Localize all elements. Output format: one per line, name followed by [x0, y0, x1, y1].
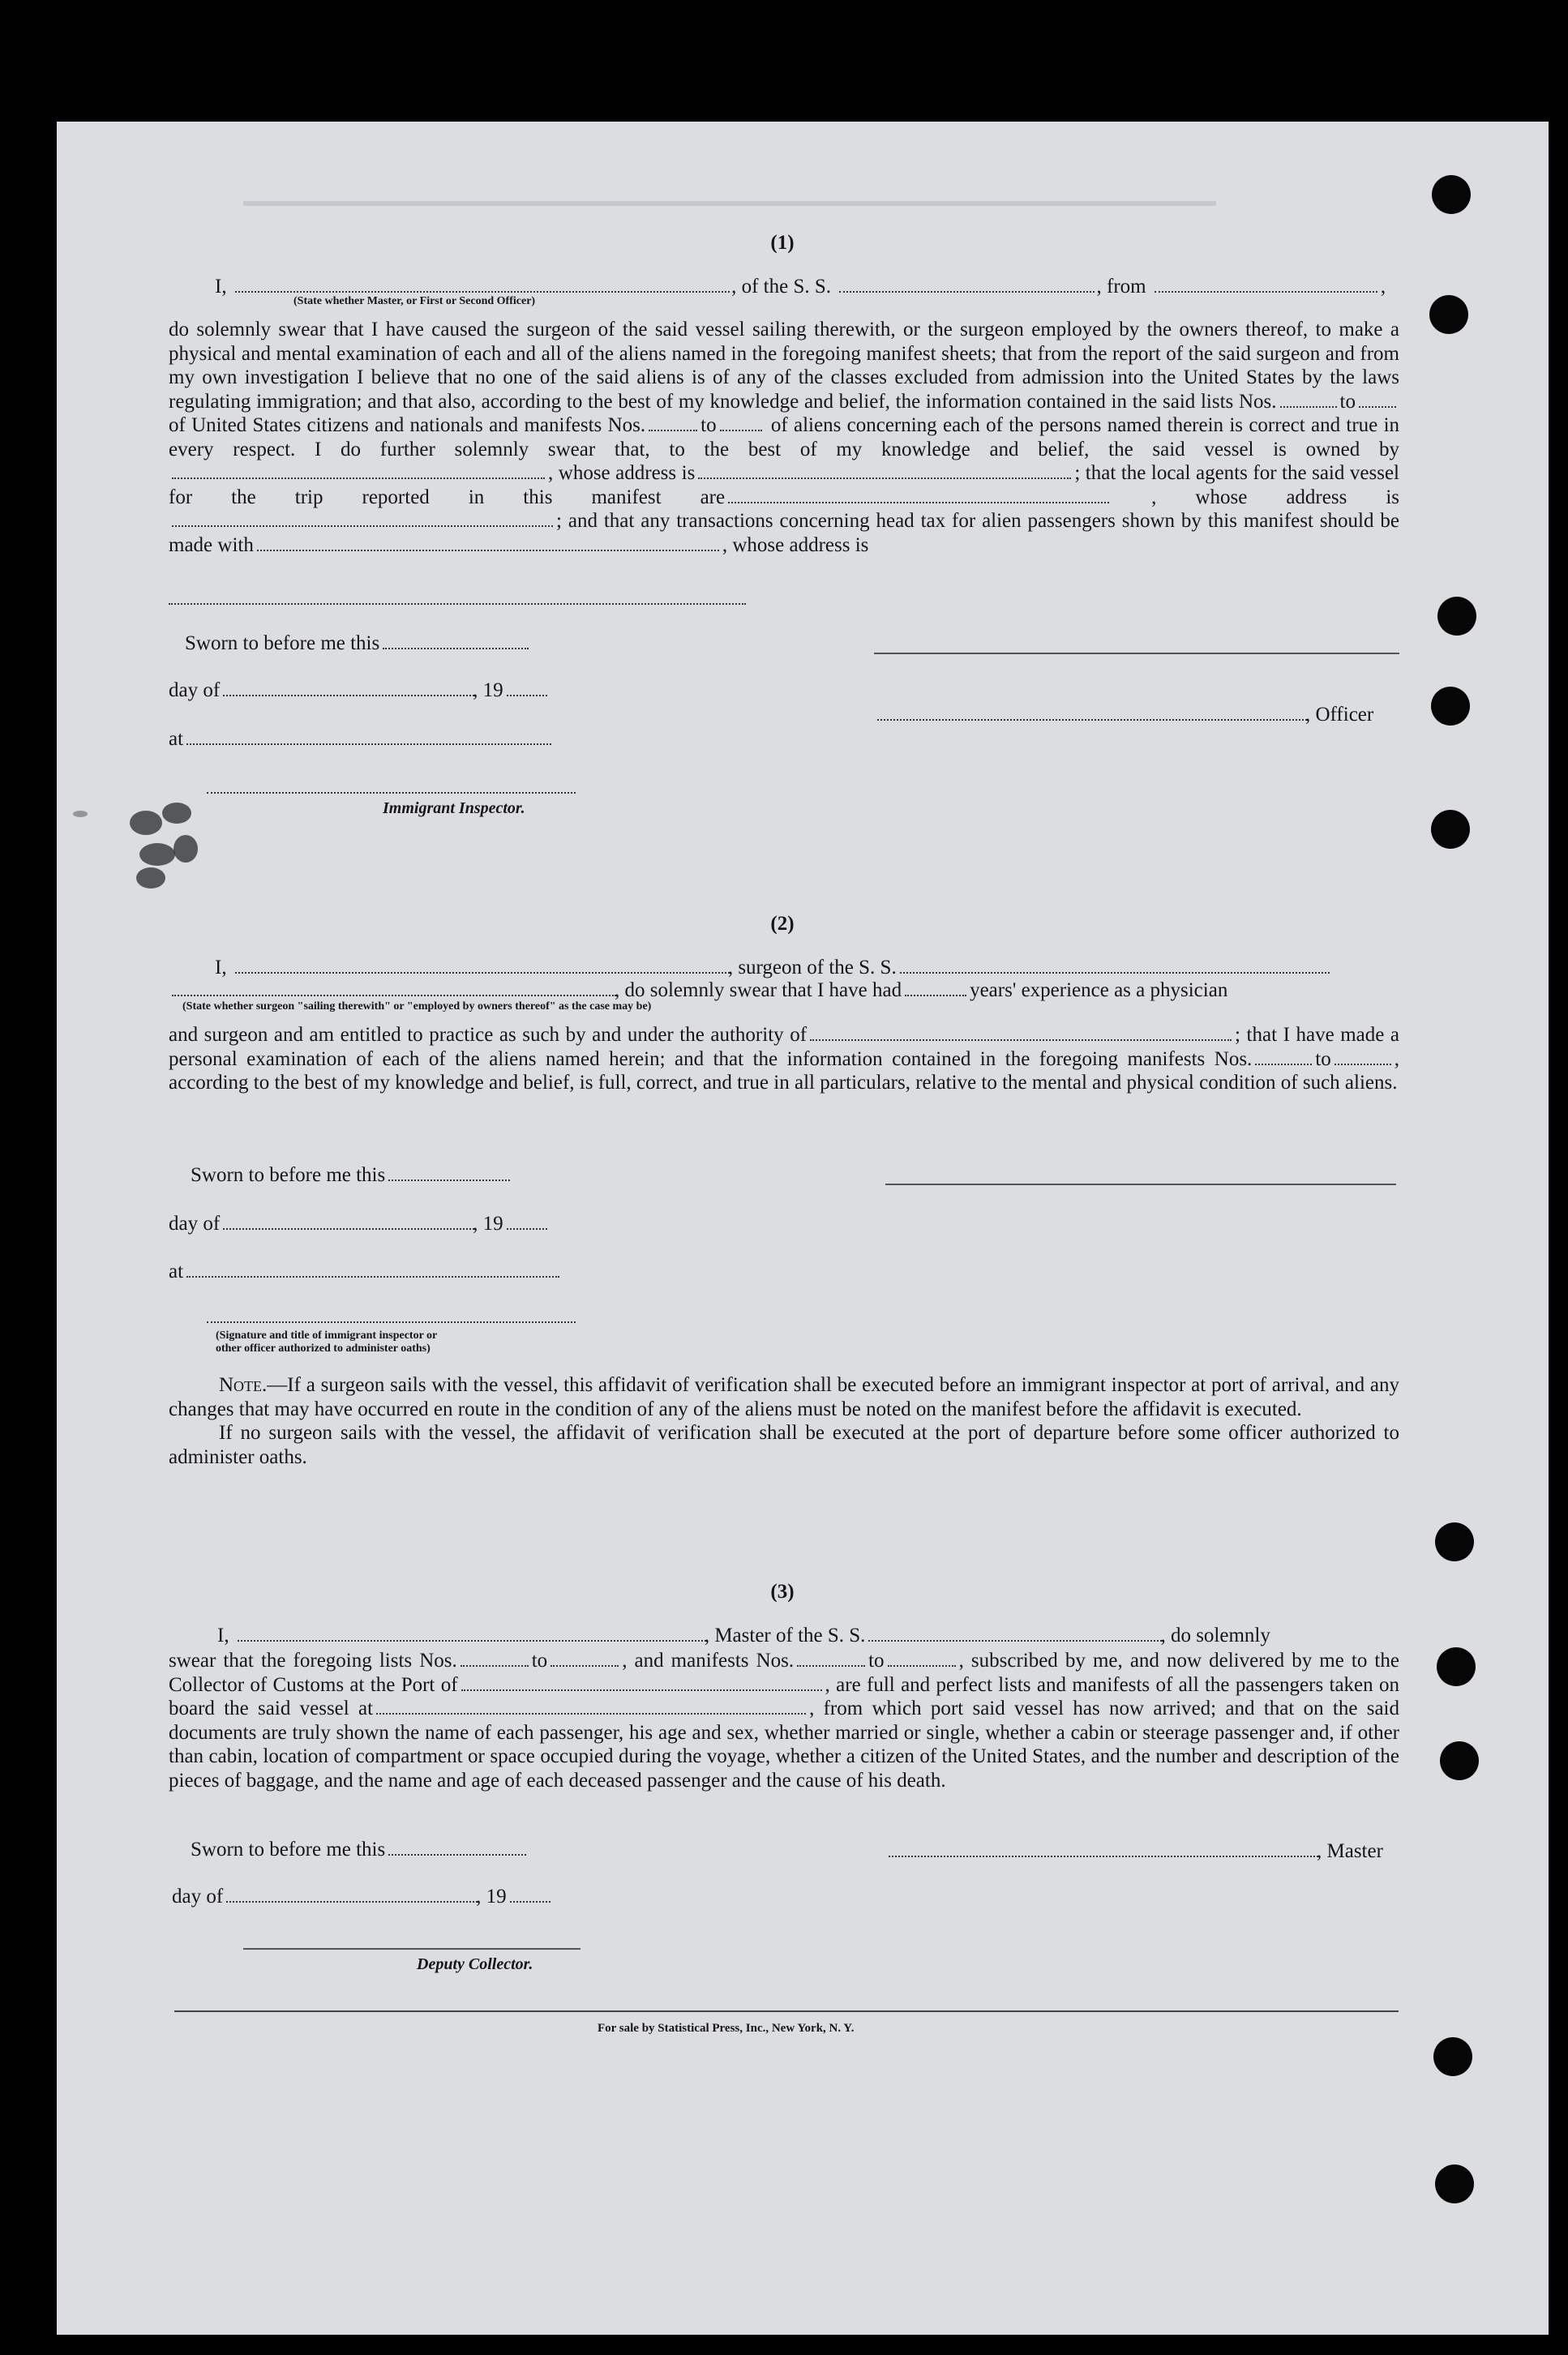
signature-caption-line-2: other officer authorized to administer oaths)	[216, 1342, 431, 1355]
section-3-day-of	[172, 1886, 554, 1908]
text-years-experience: years' experience as a physician	[970, 979, 1228, 1001]
text-to: to	[531, 1650, 548, 1672]
text-do-solemnly: , do solemnly swear that I have had	[615, 979, 902, 1001]
text-year: , 19	[473, 679, 503, 701]
section-1-officer	[874, 704, 1373, 726]
text-to: to	[1339, 390, 1356, 413]
oath-text: , from which port said vessel has now arrived; and that on the said documents are truly shown the name of each passenger, his age and sex, whether married or single, whether a cabin or steerage passenger and, if other than cabin, location of compartment or space occupied during the voyage, whether a citizen of the United States, and the number and description of the pieces of baggage, and the name and age of each deceased passenger and the cause of his death.	[169, 1698, 1400, 1792]
section-1-day-of	[169, 679, 551, 702]
sworn-place-field[interactable]	[186, 743, 551, 745]
section-3-number: (3)	[770, 1581, 795, 1603]
master-sworn-day-field[interactable]	[388, 1853, 526, 1856]
text-sworn: Sworn to before me this	[191, 1164, 386, 1186]
text-sworn: Sworn to before me this	[191, 1839, 386, 1860]
text-day-of: day of	[169, 1213, 221, 1235]
oath-text: , whose address is	[722, 533, 869, 556]
punch-hole	[1433, 2037, 1472, 2076]
master-sworn-year-field[interactable]	[510, 1900, 551, 1903]
oath-text: ; that I have made a personal examination of each of the aliens named herein; and that the information contained in the foregoing manifests Nos.	[169, 1024, 1400, 1070]
text-surgeon-of-ss: , surgeon of the S. S.	[727, 957, 897, 978]
surgeon-signature-line[interactable]	[885, 1184, 1396, 1185]
text-year: , 19	[476, 1886, 507, 1908]
surgeon-sworn-day-field[interactable]	[388, 1179, 510, 1181]
text-master-of-ss: , Master of the S. S.	[704, 1625, 866, 1646]
vessel-owner-field[interactable]	[172, 477, 545, 479]
punch-hole	[1431, 810, 1470, 849]
citizen-list-to-field[interactable]	[1359, 405, 1396, 408]
note-text: If no surgeon sails with the vessel, the affidavit of verification shall be executed at the port of departure before some officer authorized to administer oaths.	[169, 1422, 1399, 1468]
embarkation-port-field[interactable]	[376, 1712, 806, 1715]
administering-officer-signature-line[interactable]	[207, 1321, 576, 1323]
sworn-day-field[interactable]	[383, 647, 529, 649]
officer-name-field[interactable]	[235, 290, 730, 293]
surgeon-name-field[interactable]	[235, 971, 730, 974]
section-1-number: (1)	[770, 232, 795, 254]
section-3-line-1	[217, 1625, 1270, 1647]
section-3-sworn	[191, 1839, 529, 1861]
immigrant-inspector-caption: Immigrant Inspector.	[383, 799, 525, 817]
section-1-at	[169, 728, 555, 751]
punch-hole	[1435, 2164, 1474, 2203]
vessel-name-field[interactable]	[839, 290, 1095, 293]
oath-text: , whose address is	[1151, 486, 1399, 508]
text-comma: ,	[1380, 276, 1386, 298]
oath-text: , and manifests Nos.	[622, 1650, 795, 1672]
section-3-master	[885, 1840, 1383, 1863]
bleed-through-mark	[243, 193, 1216, 214]
alien-manifest-from-field[interactable]	[649, 429, 697, 431]
local-agents-field[interactable]	[728, 501, 1109, 503]
alien-manifest-to-field[interactable]	[720, 429, 762, 431]
officer-signature-field[interactable]	[877, 718, 1307, 721]
from-port-field[interactable]	[1155, 290, 1377, 293]
note-label: Note.	[219, 1374, 268, 1396]
oath-text: , whose address is	[548, 462, 696, 484]
text-at: at	[169, 1261, 184, 1282]
master-manifest-from-field[interactable]	[797, 1664, 865, 1667]
text-i: I,	[215, 957, 227, 978]
oath-text: ; that the local agents for the said vessel for the trip reported in this manifest are	[169, 462, 1399, 508]
text-at: at	[169, 728, 184, 750]
surgeon-vessel-field[interactable]	[900, 971, 1330, 974]
oath-text: do solemnly swear that I have caused the surgeon of the said vessel sailing therewith, or the surgeon employed by the owners thereof, to make a physical and mental examination of each and all of the aliens named in the foregoing manifest sheets; that from the report of the said surgeon and from my own investigation I believe that no one of the said aliens is of any of the classes excluded from admission into the United States by the laws regulating immigration; and that also, according to the best of my knowledge and belief, the information contained in the said lists Nos.	[169, 319, 1399, 413]
text-day-of: day of	[169, 679, 221, 701]
officer-signature-line-1[interactable]	[874, 653, 1399, 654]
text-i: I,	[217, 1625, 229, 1646]
head-tax-party-field[interactable]	[257, 549, 719, 551]
oath-text: , are full and perfect lists and manifests of all the passengers taken on board the said vessel at	[169, 1673, 1400, 1719]
head-tax-address-line[interactable]	[169, 602, 746, 605]
surgeon-status-field[interactable]	[172, 994, 616, 996]
master-list-to-field[interactable]	[551, 1664, 619, 1667]
oath-text: , subscribed by me, and now delivered by me to the Collector of Customs at the Port of	[169, 1650, 1399, 1696]
section-1-oath-body	[169, 318, 1399, 557]
section-2-oath-body	[169, 1023, 1399, 1095]
punch-hole	[1429, 295, 1468, 334]
deputy-collector-caption: Deputy Collector.	[417, 1955, 533, 1973]
years-experience-field[interactable]	[905, 994, 966, 996]
oath-text: ; and that any transactions concerning head tax for alien passengers shown by this manifest should be made with	[169, 510, 1399, 556]
oath-text: , according to the best of my knowledge and belief, is full, correct, and true in all particulars, relative to the mental and physical condition of such aliens.	[169, 1047, 1399, 1094]
punch-hole	[1437, 1647, 1476, 1686]
agents-address-field[interactable]	[172, 525, 553, 527]
section-2-sworn	[191, 1164, 513, 1187]
note-text: —If a surgeon sails with the vessel, this affidavit of verification shall be executed before an immigrant inspector at port of arrival, and any changes that may have occurred en route in the condition of any of the aliens must be noted on the manifest before the affidavit is executed.	[169, 1374, 1399, 1420]
punch-hole	[1432, 175, 1471, 214]
deputy-collector-signature-line[interactable]	[243, 1948, 581, 1950]
surgeon-sworn-year-field[interactable]	[507, 1227, 547, 1230]
section-2-surgeon-caption: (State whether surgeon "sailing therewith" or "employed by owners thereof" as the case may be)	[182, 1000, 652, 1013]
text-to: to	[1315, 1047, 1331, 1070]
punch-hole	[1437, 597, 1476, 636]
printer-imprint: For sale by Statistical Press, Inc., New York, N. Y.	[598, 2022, 855, 2035]
section-2-line-2	[169, 979, 1227, 1002]
text-officer: , Officer	[1305, 704, 1374, 726]
section-3-oath-body	[169, 1649, 1399, 1792]
master-manifest-to-field[interactable]	[888, 1664, 956, 1667]
punch-hole	[1440, 1741, 1479, 1780]
signature-caption-line-1: (Signature and title of immigrant inspector or	[216, 1330, 438, 1342]
section-1-officer-caption: (State whether Master, or First or Second Officer)	[293, 295, 536, 307]
text-to: to	[700, 414, 717, 436]
surgeon-manifest-from-field[interactable]	[1255, 1063, 1312, 1065]
text-to: to	[868, 1650, 885, 1672]
text-do-solemnly: , do solemnly	[1160, 1625, 1270, 1646]
section-2-line-1	[215, 957, 1333, 979]
sworn-year-field[interactable]	[507, 694, 547, 696]
master-name-field[interactable]	[238, 1639, 706, 1642]
section-2-note	[169, 1373, 1399, 1469]
footer-rule	[174, 2010, 1399, 2012]
section-2-number: (2)	[770, 913, 795, 935]
sworn-month-field[interactable]	[223, 694, 474, 696]
master-list-from-field[interactable]	[461, 1664, 529, 1667]
text-of-ss: , of the S. S.	[731, 276, 832, 298]
customs-port-field[interactable]	[461, 1689, 822, 1691]
surgeon-manifest-to-field[interactable]	[1335, 1063, 1391, 1065]
punch-hole	[1431, 687, 1470, 726]
practice-authority-field[interactable]	[810, 1038, 1232, 1041]
text-master: , Master	[1317, 1840, 1383, 1862]
master-signature-field[interactable]	[889, 1855, 1318, 1857]
text-year: , 19	[473, 1213, 503, 1235]
text-i: I,	[215, 276, 227, 298]
punch-hole	[1435, 1522, 1474, 1561]
master-sworn-month-field[interactable]	[226, 1900, 478, 1903]
oath-text: of United States citizens and nationals and manifests Nos.	[169, 414, 646, 436]
section-1-sworn	[185, 632, 532, 655]
text-sworn: Sworn to before me this	[185, 632, 380, 654]
owner-address-field[interactable]	[698, 477, 1071, 479]
oath-text: and surgeon and am entitled to practice as such by and under the authority of	[169, 1024, 808, 1046]
section-2-at	[169, 1261, 563, 1283]
surgeon-sworn-place-field[interactable]	[186, 1275, 559, 1278]
oath-text: swear that the foregoing lists Nos.	[169, 1650, 457, 1672]
citizen-list-from-field[interactable]	[1280, 405, 1337, 408]
text-from: , from	[1096, 276, 1146, 298]
master-vessel-field[interactable]	[868, 1639, 1162, 1642]
surgeon-sworn-month-field[interactable]	[223, 1227, 474, 1230]
inspector-signature-line[interactable]	[207, 792, 576, 794]
text-day-of: day of	[172, 1886, 224, 1908]
section-2-day-of	[169, 1213, 551, 1235]
oath-text: of aliens concerning each of the persons named therein is correct and true in every respect. I do further solemnly swear that, to the best of my knowledge and belief, the said vessel is owned by	[169, 414, 1400, 460]
